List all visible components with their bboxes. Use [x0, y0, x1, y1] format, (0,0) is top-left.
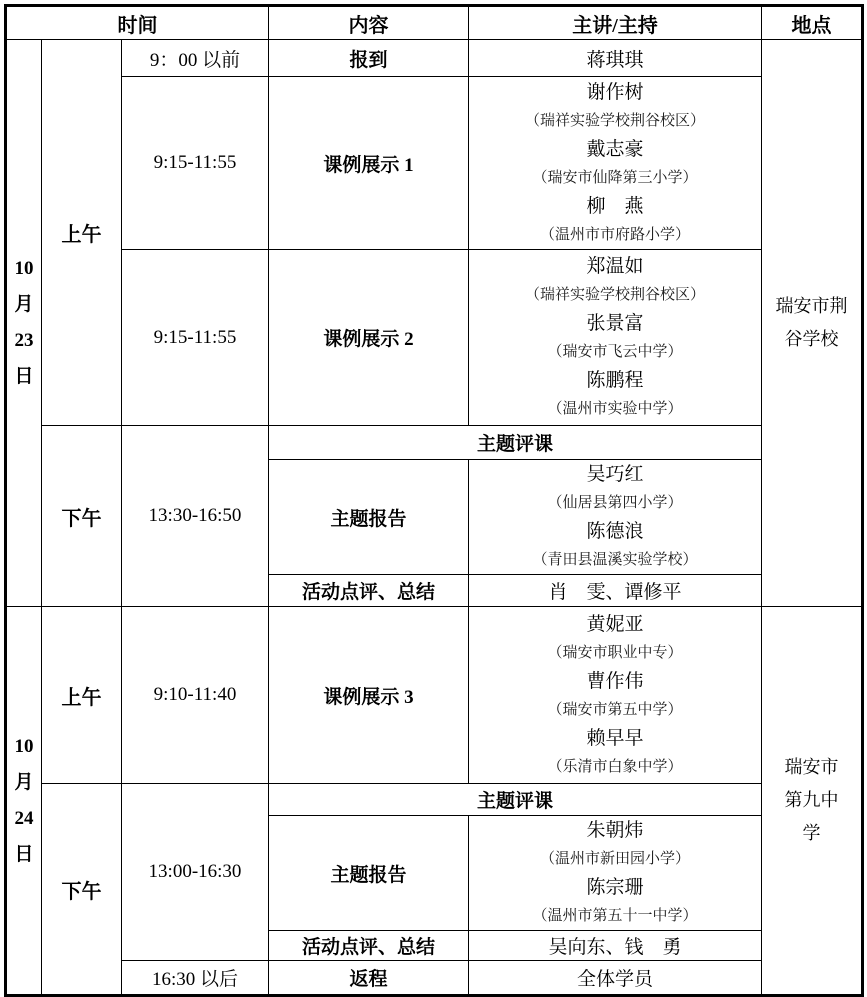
- speaker-cell-summary-day2: 吴向东、钱 勇: [469, 931, 762, 961]
- content-cell-review-day1: 主题评课: [269, 426, 762, 460]
- row-review-day1: [6, 426, 863, 460]
- header-row: [6, 6, 863, 40]
- time-cell-afternoon-day1: 13:30-16:50: [122, 426, 269, 607]
- content-cell-report-day2: 主题报告: [269, 816, 469, 931]
- period-cell-morning-day1: 上午: [42, 40, 122, 426]
- location-line: 第九中: [784, 790, 839, 810]
- header-speaker: 主讲/主持: [469, 6, 762, 40]
- date-line: 日: [14, 843, 34, 865]
- speaker-school: （青田县温溪实验学校）: [532, 552, 698, 568]
- speaker-cell-report-day2: [469, 816, 762, 931]
- location-cell-day2: [762, 607, 863, 996]
- time-cell-checkin: 9：00 以前: [122, 40, 269, 77]
- speaker-name: 陈宗珊: [586, 877, 644, 898]
- speaker-cell-departure: 全体学员: [469, 961, 762, 996]
- speaker-name: 黄妮亚: [586, 613, 644, 635]
- speaker-school: （瑞安市飞云中学）: [547, 344, 683, 360]
- content-cell-checkin: 报到: [269, 40, 469, 77]
- speaker-name: 陈德浪: [586, 521, 644, 542]
- content-cell-lesson2: 课例展示 2: [269, 250, 469, 426]
- location-line: 谷学校: [784, 329, 839, 349]
- speaker-cell-checkin: 蒋琪琪: [469, 40, 762, 77]
- time-cell-departure: 16:30 以后: [122, 961, 269, 996]
- speaker-school: （温州市市府路小学）: [539, 226, 690, 243]
- speaker-school: （温州市新田园小学）: [539, 851, 690, 867]
- location-line: 瑞安市: [784, 757, 839, 777]
- row-lesson1: [6, 77, 863, 250]
- speaker-name: 郑温如: [586, 256, 644, 277]
- speaker-name: 赖早早: [586, 727, 644, 749]
- content-cell-lesson3: 课例展示 3: [269, 607, 469, 784]
- speaker-name: 陈鹏程: [586, 370, 644, 391]
- speaker-school: （温州市第五十一中学）: [532, 908, 698, 924]
- header-location: 地点: [762, 6, 863, 40]
- header-content: 内容: [269, 6, 469, 40]
- row-review-day2: [6, 784, 863, 816]
- date-line: 日: [14, 366, 34, 387]
- row-checkin: [6, 40, 863, 77]
- row-lesson2: [6, 250, 863, 426]
- date-line: 23: [14, 330, 34, 351]
- speaker-cell-lesson2: [469, 250, 762, 426]
- content-cell-lesson1: 课例展示 1: [269, 77, 469, 250]
- time-cell-lesson3: 9:10-11:40: [122, 607, 269, 784]
- date-line: 10: [14, 735, 34, 757]
- content-cell-report-day1: 主题报告: [269, 460, 469, 575]
- speaker-name: 曹作伟: [586, 670, 644, 692]
- date-line: 月: [14, 771, 34, 793]
- location-line: 学: [802, 823, 821, 843]
- speaker-school: （瑞祥实验学校荆谷校区）: [524, 112, 705, 129]
- location-line: 瑞安市荆: [775, 296, 848, 316]
- content-cell-summary-day2: 活动点评、总结: [269, 931, 469, 961]
- speaker-school: （乐清市白象中学）: [547, 758, 683, 775]
- speaker-cell-lesson1: [469, 77, 762, 250]
- speaker-name: 柳 燕: [586, 195, 644, 217]
- speaker-school: （瑞安市职业中专）: [547, 644, 683, 661]
- period-cell-afternoon-day1: 下午: [42, 426, 122, 607]
- speaker-school: （瑞安市仙降第三小学）: [532, 169, 698, 186]
- row-lesson3: [6, 607, 863, 784]
- schedule-table: [4, 4, 864, 997]
- speaker-school: （瑞祥实验学校荆谷校区）: [524, 287, 705, 303]
- speaker-name: 戴志豪: [586, 138, 644, 160]
- content-cell-review-day2: 主题评课: [269, 784, 762, 816]
- time-cell-lesson1: 9:15-11:55: [122, 77, 269, 250]
- row-departure: [6, 961, 863, 996]
- date-line: 10: [14, 258, 34, 279]
- date-cell-oct23: [6, 40, 42, 607]
- time-cell-lesson2: 9:15-11:55: [122, 250, 269, 426]
- time-cell-afternoon-day2: 13:00-16:30: [122, 784, 269, 961]
- period-cell-afternoon-day2: 下午: [42, 784, 122, 996]
- speaker-name: 谢作树: [586, 81, 644, 103]
- speaker-school: （仙居县第四小学）: [547, 495, 683, 511]
- speaker-cell-summary-day1: 肖 雯、谭修平: [469, 575, 762, 607]
- content-cell-departure: 返程: [269, 961, 469, 996]
- content-cell-summary-day1: 活动点评、总结: [269, 575, 469, 607]
- date-line: 24: [14, 807, 34, 829]
- speaker-name: 朱朝炜: [586, 820, 644, 841]
- location-cell-day1: [762, 40, 863, 607]
- speaker-cell-report-day1: [469, 460, 762, 575]
- speaker-name: 张景富: [586, 313, 644, 334]
- speaker-school: （瑞安市第五中学）: [547, 701, 683, 718]
- period-cell-morning-day2: 上午: [42, 607, 122, 784]
- date-line: 月: [14, 294, 34, 315]
- speaker-cell-lesson3: [469, 607, 762, 784]
- date-cell-oct24: [6, 607, 42, 996]
- speaker-name: 吴巧红: [586, 464, 644, 485]
- speaker-school: （温州市实验中学）: [547, 401, 683, 417]
- header-time: 时间: [6, 6, 269, 40]
